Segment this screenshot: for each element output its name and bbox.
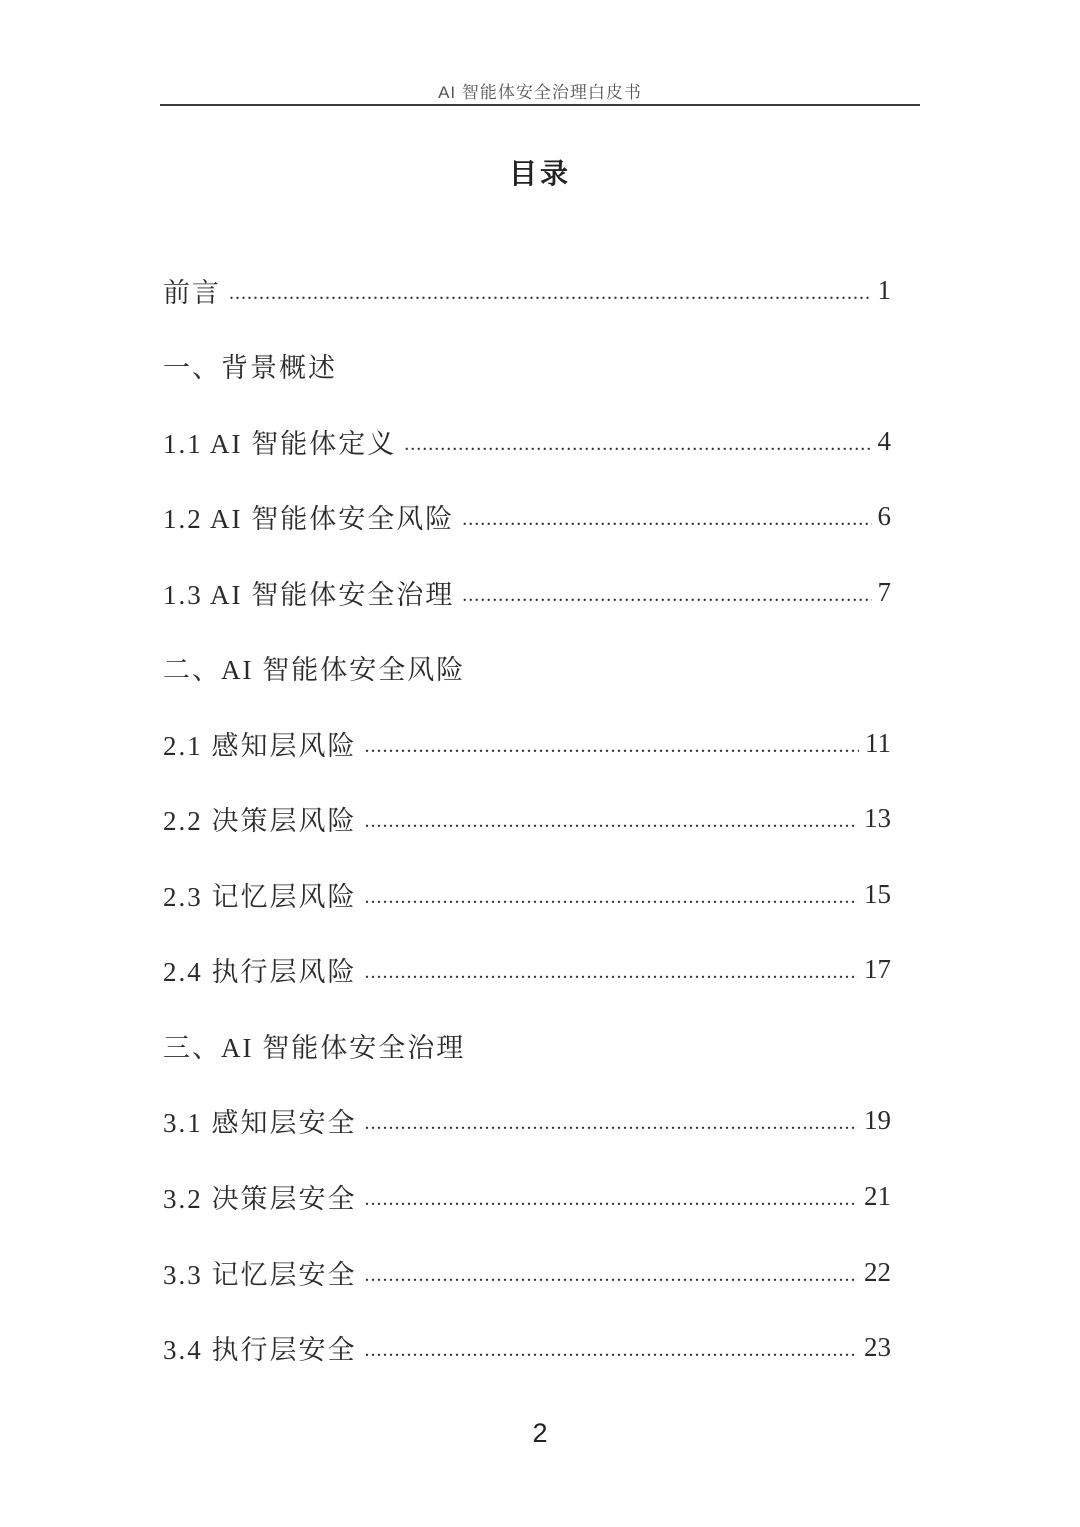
toc-section-label: 一、背景概述 (163, 352, 337, 383)
toc-title: 目录 (508, 157, 571, 190)
toc-page-number: 4 (877, 425, 891, 456)
toc-entry-2-1[interactable] (163, 723, 891, 763)
toc-page-number: 19 (864, 1104, 891, 1135)
toc-section-label: 二、AI 智能体安全风险 (163, 654, 466, 685)
toc-entry-label: 2.1 感知层风险 (163, 730, 357, 761)
toc-page-number: 11 (865, 727, 891, 758)
running-header: AI 智能体安全治理白皮书 (438, 83, 642, 102)
toc-entry-label: 前言 (163, 277, 221, 308)
toc-section-1 (163, 345, 891, 385)
toc-section-label: 三、AI 智能体安全治理 (163, 1032, 466, 1063)
leader-dots (365, 1339, 859, 1362)
toc-entry-label: 3.1 感知层安全 (163, 1107, 357, 1138)
toc-page-number: 21 (864, 1180, 891, 1211)
toc-entry-label: 3.3 记忆层安全 (163, 1259, 357, 1290)
leader-dots (365, 886, 859, 909)
footer-page-number: 2 (532, 1418, 548, 1448)
toc-entry-label: 3.2 决策层安全 (163, 1183, 357, 1214)
toc-page-number: 1 (877, 274, 891, 305)
toc-entry-label: 2.4 执行层风险 (163, 956, 357, 987)
toc-entry-2-4[interactable] (163, 949, 891, 989)
toc-entry-label: 1.2 AI 智能体安全风险 (163, 503, 455, 534)
leader-dots (365, 961, 859, 984)
toc-entry-label: 3.4 执行层安全 (163, 1334, 357, 1365)
toc-entry-2-2[interactable] (163, 798, 891, 838)
toc-entry-label: 1.1 AI 智能体定义 (163, 428, 397, 459)
toc-page-number: 17 (864, 953, 891, 984)
toc-entry-3-3[interactable] (163, 1252, 891, 1292)
toc-page-number: 6 (877, 500, 891, 531)
leader-dots (462, 584, 871, 607)
leader-dots (462, 508, 871, 531)
toc-entry-preface[interactable] (163, 270, 891, 310)
toc-entry-2-3[interactable] (163, 874, 891, 914)
header-rule (160, 104, 920, 106)
toc-entry-label: 2.2 决策层风险 (163, 805, 357, 836)
toc-section-2 (163, 647, 891, 687)
toc-entry-1-1[interactable] (163, 421, 891, 461)
leader-dots (365, 1188, 859, 1211)
leader-dots (365, 735, 860, 758)
toc-page-number: 13 (864, 802, 891, 833)
leader-dots (365, 810, 859, 833)
toc-entry-1-2[interactable] (163, 496, 891, 536)
toc-entry-3-2[interactable] (163, 1176, 891, 1216)
toc-page-number: 23 (864, 1331, 891, 1362)
toc-page-number: 15 (864, 878, 891, 909)
toc-page-number: 7 (877, 576, 891, 607)
toc-entry-3-4[interactable] (163, 1327, 891, 1367)
toc-section-3 (163, 1025, 891, 1065)
toc-entry-label: 1.3 AI 智能体安全治理 (163, 579, 455, 610)
leader-dots (229, 282, 872, 305)
toc-entry-1-3[interactable] (163, 572, 891, 612)
toc-entry-3-1[interactable] (163, 1100, 891, 1140)
leader-dots (365, 1112, 859, 1135)
toc-entry-label: 2.3 记忆层风险 (163, 881, 357, 912)
leader-dots (404, 433, 871, 456)
toc-page-number: 22 (864, 1256, 891, 1287)
leader-dots (365, 1264, 859, 1287)
